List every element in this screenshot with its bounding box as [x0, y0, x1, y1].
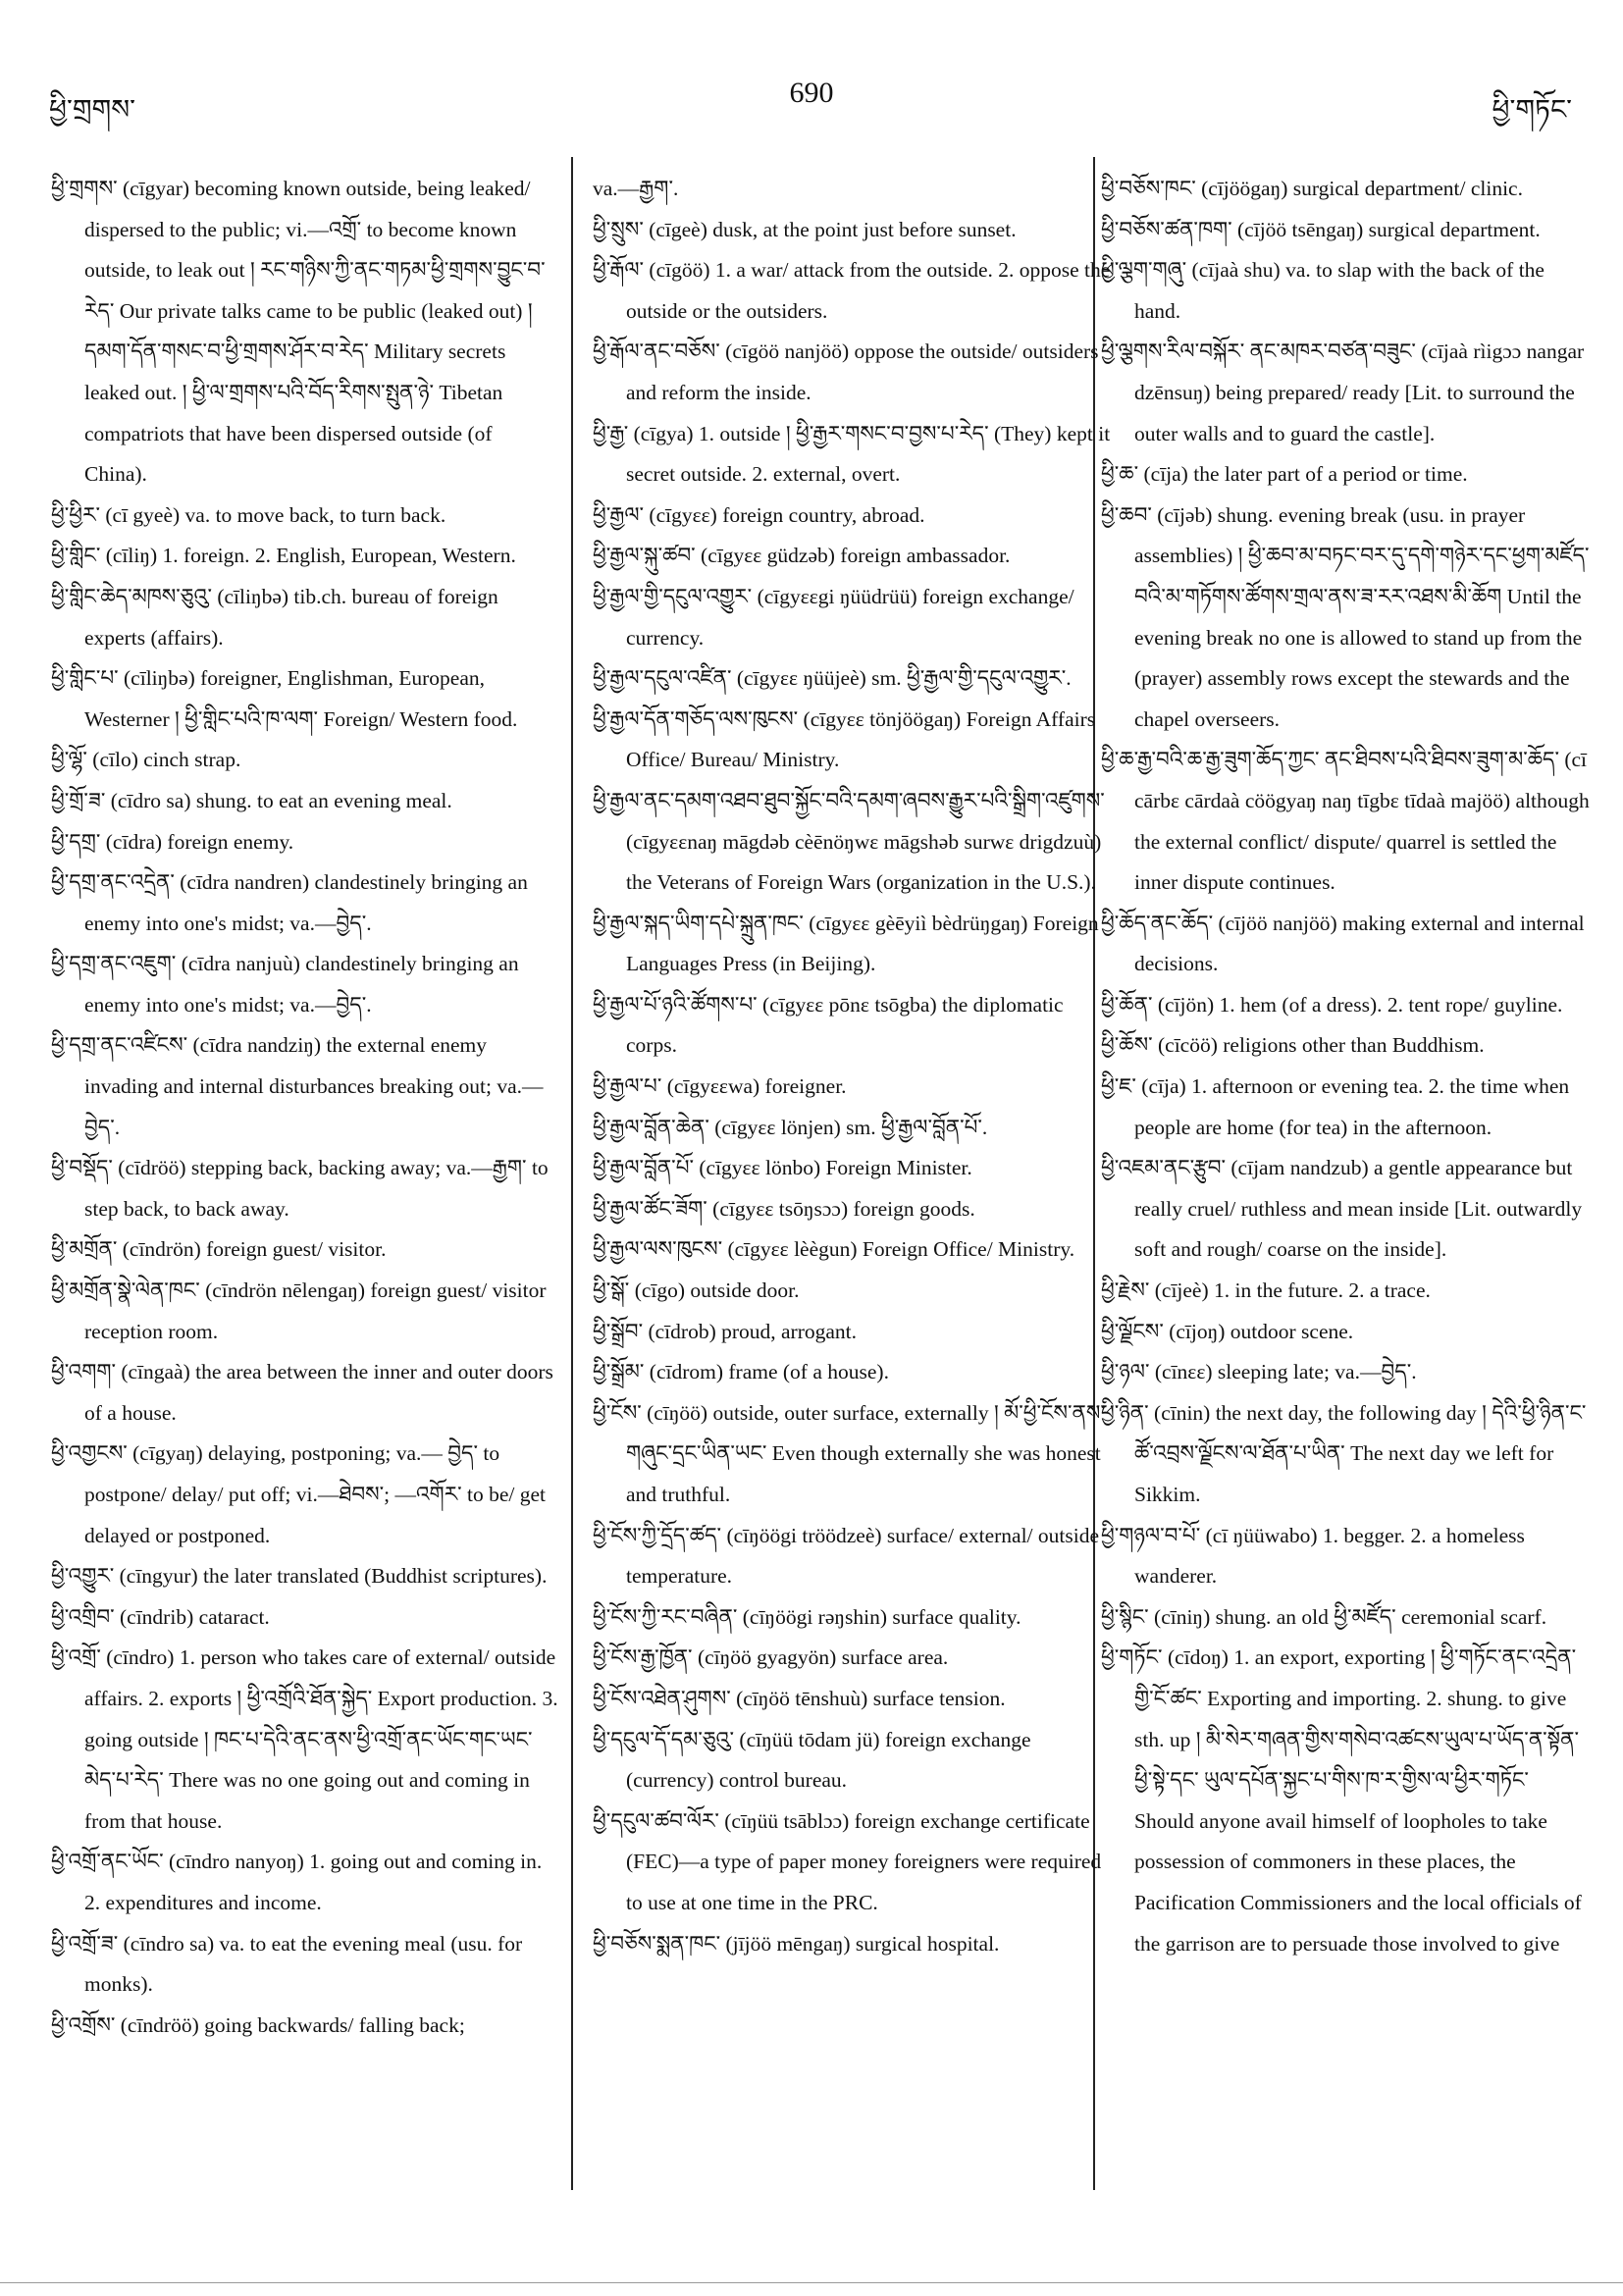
dictionary-entry: ཕྱི་ཆབ་ (cījəb) shung. evening break (usu. in prayer assemblies) ། ཕྱི་ཆབ་མ་བཏང་བར་དུ་དགེ་གཉེར་དང་ཕྱག་མཛོད་བའི་མ་གཏོགས་ཚོགས་གྲལ་ནས་ཟ་རར་འཐས་མི་ཆོག Until the evening break no one is allowed to stand up from the (prayer) assembly rows except the stewards and the chapel overseers. [1101, 502, 1590, 731]
dictionary-entry: ཕྱི་འགྱུར་ (cīngyur) the later translated (Buddhist scriptures). [51, 1564, 548, 1589]
dictionary-entry: ཕྱི་ཆོན་ (cījön) 1. hem (of a dress). 2. tent rope/ guyline. [1101, 992, 1563, 1017]
dictionary-entry: ཕྱི་འཇམ་ནང་རྩུབ་ (cījam nandzub) a gentle appearance but really cruel/ ruthless and mean inside [Lit. outwardly soft and rough/ coarse on the inside]. [1101, 1156, 1583, 1262]
dictionary-entry: ཕྱི་དགྲ་ནང་འདྲེན་ (cīdra nandren) clandestinely bringing an enemy into one's midst; va.—བྱེད་. [51, 870, 528, 935]
dictionary-entry: ཕྱི་རྒོལ་ནང་བཅོས་ (cīgöö nanjöö) oppose the outside/ outsiders and reform the inside. [593, 339, 1099, 404]
dictionary-entry: ཕྱི་གྲོ་ཟ་ (cīdro sa) shung. to eat an evening meal. [51, 788, 452, 812]
dictionary-entry: ཕྱི་ཆ་རྒྱ་བའི་ཆ་རྒྱ་ཟུག་ཆོད་ཀྱང་ ནང་ཐིབས་པའི་ཐིབས་ཟུག་མ་ཆོད་ (cī cārbε cārdaà cöögyaŋ naŋ tīgbε tīdaà majöö) although the external conflict/ dispute/ quarrel is settled the inner dispute continues. [1101, 748, 1590, 895]
dictionary-entry: ཕྱི་བཅོས་ཚན་ཁག་ (cījöö tsēngaŋ) surgical department. [1101, 217, 1541, 241]
dictionary-entry: ཕྱི་བཅོས་ཁང་ (cījöögaŋ) surgical department/ clinic. [1101, 177, 1523, 200]
dictionary-entry: ཕྱི་ལྷོ་ (cīlo) cinch strap. [51, 748, 241, 772]
dictionary-entry: ཕྱི་གླིང་ (cīliŋ) 1. foreign. 2. English, European, Western. [51, 544, 516, 568]
dictionary-entry: ཕྱི་ཉལ་ (cīnεε) sleeping late; va.—བྱེད་. [1101, 1360, 1417, 1384]
dictionary-entry: ཕྱི་གཏོང་ (cīdoŋ) 1. an export, exporting ། ཕྱི་གཏོང་ནང་འདྲེན་གྱི་ངོ་ཚང་ Exporting and importing. 2. shung. to give sth. up ། མི་སེར་གཞན་གྱིས་གསེབ་འཚངས་ཡུལ་པ་ཡོད་ན་སྟོན་ཕྱི་སྟེ་དང་ ཡུལ་དཔོན་སྐྱང་པ་གིས་ཁ་ར་གྱིས་ལ་ཕྱིར་གཏོང་ Should anyone avail himself of loopholes to take possession of commoners in these places, the Pacification Commissioners and the local officials of the garrison are to persuade those involved to give [1101, 1645, 1582, 1956]
dictionary-entry: ཕྱི་འགྲོས་ (cīndröö) going backwards/ falling back; [51, 2012, 465, 2037]
dictionary-entry: ཕྱི་འགྲིབ་ (cīndrib) cataract. [51, 1604, 270, 1629]
dictionary-entry: ཕྱི་རྒྱལ་སྐུ་ཚབ་ (cīgyεε güdzəb) foreign ambassador. [593, 544, 1011, 568]
dictionary-entry: ཕྱི་གྲགས་ (cīgyar) becoming known outside, being leaked/ dispersed to the public; vi.—འགྲོ་ to become known outside, to leak out ། རང་གཉིས་ཀྱི་ནང་གཏམ་ཕྱི་གྲགས་བྱུང་བ་རེད་ Our private talks came to be public (leaked out) ། དམག་དོན་གསང་བ་ཕྱི་གྲགས་ཤོར་བ་རེད་ Military secrets leaked out. ། ཕྱི་ལ་གྲགས་པའི་བོད་རིགས་སྤུན་ཉེ་ Tibetan compatriots that have been dispersed outside (of China). [51, 177, 546, 487]
dictionary-entry: ཕྱི་སྙིང་ (cīniŋ) shung. an old ཕྱི་མཛོད་ ceremonial scarf. [1101, 1604, 1547, 1629]
dictionary-entry: ཕྱི་མགྲོན་ (cīndrön) foreign guest/ visitor. [51, 1237, 387, 1262]
dictionary-entry: ཕྱི་དགྲ་ནང་འཛིངས་ (cīdra nandziŋ) the external enemy invading and internal disturbances breaking out; va.—བྱེད་. [51, 1033, 544, 1139]
dictionary-entry: ཕྱི་རྗེས་ (cījeè) 1. in the future. 2. a trace. [1101, 1278, 1431, 1303]
dictionary-entry: ཕྱི་ཆ་ (cīja) the later part of a period or time. [1101, 462, 1468, 487]
dictionary-entry: ཕྱི་འགྱངས་ (cīgyaŋ) delaying, postponing; va.— བྱེད་ to postpone/ delay/ put off; vi.—ཐེབས་; —འགོར་ to be/ get delayed or postponed. [51, 1441, 546, 1547]
column-divider [571, 157, 573, 2190]
dictionary-entry: ཕྱི་ངོས་ཀྱི་རང་བཞིན་ (cīŋöögi rəŋshin) surface quality. [593, 1604, 1021, 1629]
dictionary-entry: ཕྱི་འགག་ (cīngaà) the area between the inner and outer doors of a house. [51, 1360, 553, 1425]
running-head-right: ཕྱི་གཏོང་ [1492, 95, 1572, 126]
dictionary-entry: ཕྱི་ཇ་ (cīja) 1. afternoon or evening tea. 2. the time when people are home (for tea) in the afternoon. [1101, 1074, 1570, 1139]
dictionary-entry: ཕྱི་དགྲ་ (cīdra) foreign enemy. [51, 829, 294, 854]
dictionary-entry: ཕྱི་སྒྲོམ་ (cīdrom) frame (of a house). [593, 1360, 889, 1384]
dictionary-entry: ཕྱི་ཆོས་ (cīcöö) religions other than Buddhism. [1101, 1033, 1485, 1058]
dictionary-entry: ཕྱི་ངོས་འཐེན་ཤུགས་ (cīŋöö tēnshuù) surface tension. [593, 1686, 1006, 1710]
dictionary-entry: ཕྱི་རྒྱལ་ (cīgyεε) foreign country, abroad. [593, 502, 925, 527]
dictionary-entry: ཕྱི་རྒྱལ་ཚོང་ཟོག་ (cīgyεε tsōŋsɔɔ) foreign goods. [593, 1196, 975, 1221]
dictionary-entry: ཕྱི་ལྕག་གཞུ་ (cījaà shu) va. to slap with the back of the hand. [1101, 258, 1544, 323]
dictionary-column-3 [1101, 169, 1592, 1964]
dictionary-entry: ཕྱི་ངོས་ (cīŋöö) outside, outer surface, externally ། མོ་ཕྱི་ངོས་ནས་གཞུང་དྲང་ཡིན་ཡང་ Even though externally she was honest and truthful. [593, 1400, 1105, 1506]
dictionary-entry: ཕྱི་ཆོད་ནང་ཆོད་ (cījöö nanjöö) making external and internal decisions. [1101, 911, 1585, 976]
page-bottom-edge [0, 2282, 1623, 2283]
dictionary-entry: ཕྱི་གླིང་པ་ (cīliŋbə) foreigner, Englishman, European, Westerner ། ཕྱི་གླིང་པའི་ཁ་ལག་ Foreign/ Western food. [51, 666, 518, 731]
dictionary-entry: ཕྱི་རྒྱལ་པ་ (cīgyεεwa) foreigner. [593, 1074, 847, 1099]
dictionary-entry: ཕྱི་འགྲོ་ (cīndro) 1. person who takes care of external/ outside affairs. 2. exports ། ཕྱི་འགྲོའི་ཐོན་སྐྱེད་ Export production. 3. going outside ། ཁང་པ་དེའི་ནང་ནས་ཕྱི་འགྲོ་ནང་ཡོང་གང་ཡང་མེད་པ་རེད་ There was no one going out and coming in from that house. [51, 1645, 558, 1833]
dictionary-entry: ཕྱི་སྒོ་ (cīgo) outside door. [593, 1278, 800, 1303]
page-number: 690 [789, 77, 834, 109]
dictionary-entry: ཕྱི་ལྕགས་རིལ་བསྐོར་ ནང་མཁར་བཙན་བཟུང་ (cījaà rìigɔɔ nangar dzēnsuŋ) being prepared/ ready [Lit. to surround the outer walls and to guard the castle]. [1101, 339, 1585, 445]
dictionary-entry: ཕྱི་རྒྱ་ (cīgya) 1. outside ། ཕྱི་རྒྱར་གསང་བ་བྱས་པ་རེད་ (They) kept it secret outside. 2. external, overt. [593, 421, 1111, 487]
dictionary-entry: ཕྱི་རྒྱལ་དངུལ་འཛིན་ (cīgyεε ŋüüjeè) sm. ཕྱི་རྒྱལ་གྱི་དངུལ་འགྱུར་. [593, 666, 1072, 691]
dictionary-entry: ཕྱི་སྲུས་ (cīgeè) dusk, at the point just before sunset. [593, 217, 1017, 241]
dictionary-entry: ཕྱི་རྒྱལ་དོན་གཅོད་ལས་ཁུངས་ (cīgyεε tönjöögaŋ) Foreign Affairs Office/ Bureau/ Ministry. [593, 706, 1096, 772]
dictionary-entry: ཕྱི་དངུལ་དོ་དམ་ཅུའུ་ (cīŋüü tōdam jü) foreign exchange (currency) control bureau. [593, 1727, 1031, 1793]
dictionary-entry: ཕྱི་མགྲོན་སྣེ་ལེན་ཁང་ (cīndrön nēlengaŋ) foreign guest/ visitor reception room. [51, 1278, 547, 1343]
dictionary-entry: ཕྱི་གཉལ་བ་པོ་ (cī ŋüüwabo) 1. begger. 2. a homeless wanderer. [1101, 1523, 1525, 1589]
running-head-left: ཕྱི་གྲགས་ [49, 95, 136, 126]
dictionary-entry: ཕྱི་རྒྱལ་བློན་ཆེན་ (cīgyεε lönjen) sm. ཕྱི་རྒྱལ་བློན་པོ་. [593, 1115, 988, 1139]
dictionary-column-2 [593, 169, 1115, 1964]
dictionary-entry: ཕྱི་འགྲོ་ནང་ཡོང་ (cīndro nanyoŋ) 1. going out and coming in. 2. expenditures and income. [51, 1850, 543, 1914]
dictionary-entry: ཕྱི་དངུལ་ཚབ་ལོར་ (cīŋüü tsāblɔɔ) foreign exchange certificate (FEC)—a type of paper money foreigners were required to use at one time in the PRC. [593, 1808, 1102, 1914]
dictionary-entry: ཕྱི་ཕྱིར་ (cī gyeè) va. to move back, to turn back. [51, 502, 446, 527]
dictionary-entry: ཕྱི་རྒོལ་ (cīgöö) 1. a war/ attack from the outside. 2. oppose the outside or the outsiders. [593, 258, 1111, 323]
dictionary-entry: ཕྱི་རྒྱལ་བློན་པོ་ (cīgyεε lönbo) Foreign Minister. [593, 1156, 972, 1180]
dictionary-column-1 [51, 169, 559, 2046]
dictionary-entry: ཕྱི་རྒྱལ་སྐད་ཡིག་དཔེ་སྐྲུན་ཁང་ (cīgyεε gèēyiì bèdrüŋgaŋ) Foreign Languages Press (in Beijing). [593, 911, 1099, 976]
dictionary-entry: ཕྱི་ངོས་རྒྱ་ཁྱོན་ (cīŋöö gyagyön) surface area. [593, 1645, 949, 1670]
dictionary-entry: ཕྱི་རྒྱལ་ནང་དམག་འཐབ་ཐུབ་སྐྱོང་བའི་དམག་ཞབས་རྒྱུར་པའི་སྒྲིག་འཛུགས་ (cīgyεεnaŋ māgdəb cèēnöŋwε māgshəb surwε drigdzuù) the Veterans of Foreign Wars (organization in the U.S.). [593, 788, 1105, 895]
dictionary-entry: ཕྱི་གླིང་ཆེད་མཁས་ཅུའུ་ (cīliŋbə) tib.ch. bureau of foreign experts (affairs). [51, 584, 498, 650]
dictionary-entry: ཕྱི་དགྲ་ནང་འཇུག་ (cīdra nanjuù) clandestinely bringing an enemy into one's midst; va.—བྱེད་. [51, 952, 519, 1017]
dictionary-entry: ཕྱི་ལྗོངས་ (cījoŋ) outdoor scene. [1101, 1319, 1354, 1343]
dictionary-entry: ཕྱི་ངོས་ཀྱི་དྲོད་ཚད་ (cīŋöögi tröödzeè) surface/ external/ outside temperature. [593, 1523, 1099, 1589]
dictionary-entry: ཕྱི་ཉིན་ (cīnin) the next day, the following day ། དེའི་ཕྱི་ཉིན་ང་ཚོ་འབྲས་ལྗོངས་ལ་ཐོན་པ་ཡིན་ The next day we left for Sikkim. [1101, 1400, 1587, 1506]
dictionary-entry: ཕྱི་རྒྱལ་གྱི་དངུལ་འགྱུར་ (cīgyεεgi ŋüüdrüü) foreign exchange/ currency. [593, 584, 1074, 650]
dictionary-entry: ཕྱི་སྒྲོབ་ (cīdrob) proud, arrogant. [593, 1319, 858, 1343]
dictionary-entry: va.—རྒྱག་. [593, 177, 679, 200]
dictionary-entry: ཕྱི་རྒྱལ་ལས་ཁུངས་ (cīgyεε lèègun) Foreign Office/ Ministry. [593, 1237, 1075, 1262]
dictionary-entry: ཕྱི་བསྡོད་ (cīdröö) stepping back, backing away; va.—རྒྱག་ to step back, to back away. [51, 1156, 549, 1221]
dictionary-entry: ཕྱི་རྒྱལ་པོ་ཉའི་ཚོགས་པ་ (cīgyεε pōnε tsōgba) the diplomatic corps. [593, 992, 1064, 1058]
dictionary-entry: ཕྱི་འགྲོ་ཟ་ (cīndro sa) va. to eat the evening meal (usu. for monks). [51, 1931, 523, 1997]
dictionary-entry: ཕྱི་བཅོས་སྨན་ཁང་ (jījöö mēngaŋ) surgical hospital. [593, 1931, 1000, 1956]
